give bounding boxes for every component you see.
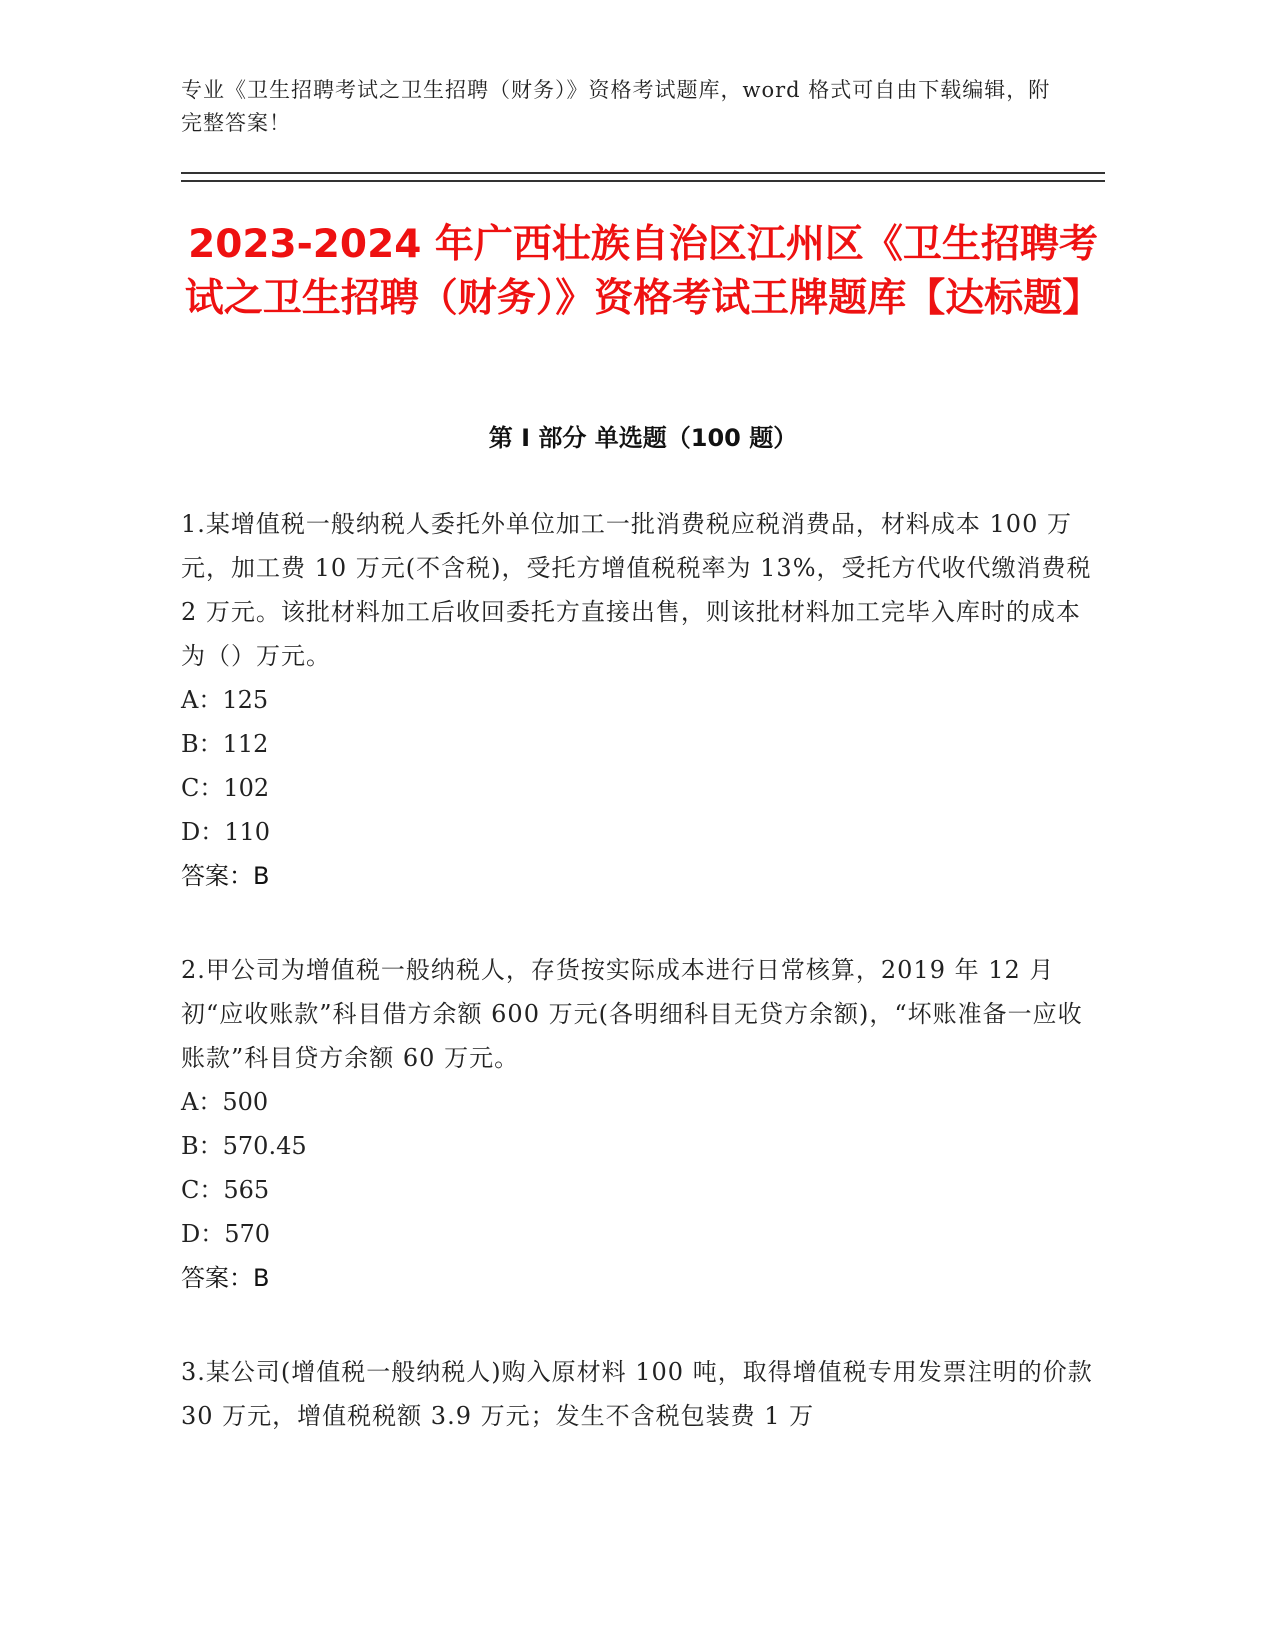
option-key: D：	[181, 1220, 225, 1248]
option-key: B：	[181, 1132, 223, 1160]
section-heading: 第 I 部分 单选题（100 题）	[488, 424, 798, 452]
header-divider-top	[181, 172, 1105, 174]
option-text: 565	[223, 1176, 270, 1204]
document-title: 2023-2024 年广西壮族自治区江州区《卫生招聘考试之卫生招聘（财务）》资格考试王牌题库【达标题】	[184, 222, 1102, 321]
question-item	[181, 1350, 1105, 1438]
option-key: A：	[181, 686, 223, 714]
option-key: B：	[181, 730, 223, 758]
option-a	[181, 1080, 1105, 1124]
option-text: 500	[222, 1088, 269, 1116]
option-text: 570.45	[222, 1132, 307, 1160]
option-key: C：	[181, 1176, 224, 1204]
question-stem: 2.甲公司为增值税一般纳税人，存货按实际成本进行日常核算，2019 年 12 月初“应收账款”科目借方余额 600 万元(各明细科目无贷方余额)，“坏账准备一应收账款”科目贷方余额 60 万元。	[181, 956, 1083, 1072]
option-text: 125	[222, 686, 269, 714]
option-text: 112	[222, 730, 269, 758]
option-key: D：	[181, 818, 225, 846]
option-key: C：	[181, 774, 224, 802]
header-note: 专业《卫生招聘考试之卫生招聘（财务）》资格考试题库，word 格式可自由下载编辑，附完整答案！	[181, 78, 1051, 135]
option-d	[181, 810, 1105, 854]
option-text: 102	[223, 774, 270, 802]
answer-line: 答案：B	[181, 862, 270, 890]
option-a	[181, 678, 1105, 722]
option-text: 110	[224, 818, 271, 846]
header-divider-bottom	[181, 180, 1105, 182]
answer-line: 答案：B	[181, 1264, 270, 1292]
option-d	[181, 1212, 1105, 1256]
option-b	[181, 722, 1105, 766]
option-key: A：	[181, 1088, 223, 1116]
question-list	[181, 502, 1105, 1488]
option-text: 570	[224, 1220, 271, 1248]
question-stem: 3.某公司(增值税一般纳税人)购入原材料 100 吨，取得增值税专用发票注明的价款 30 万元，增值税税额 3.9 万元；发生不含税包装费 1 万	[181, 1358, 1093, 1430]
option-c	[181, 766, 1105, 810]
option-c	[181, 1168, 1105, 1212]
question-item	[181, 502, 1105, 898]
question-item	[181, 948, 1105, 1300]
option-b	[181, 1124, 1105, 1168]
question-stem: 1.某增值税一般纳税人委托外单位加工一批消费税应税消费品，材料成本 100 万元，加工费 10 万元(不含税)，受托方增值税税率为 13%，受托方代收代缴消费税 2 万元。该批材料加工后收回委托方直接出售，则该批材料加工完毕入库时的成本为（）万元。	[181, 510, 1092, 670]
